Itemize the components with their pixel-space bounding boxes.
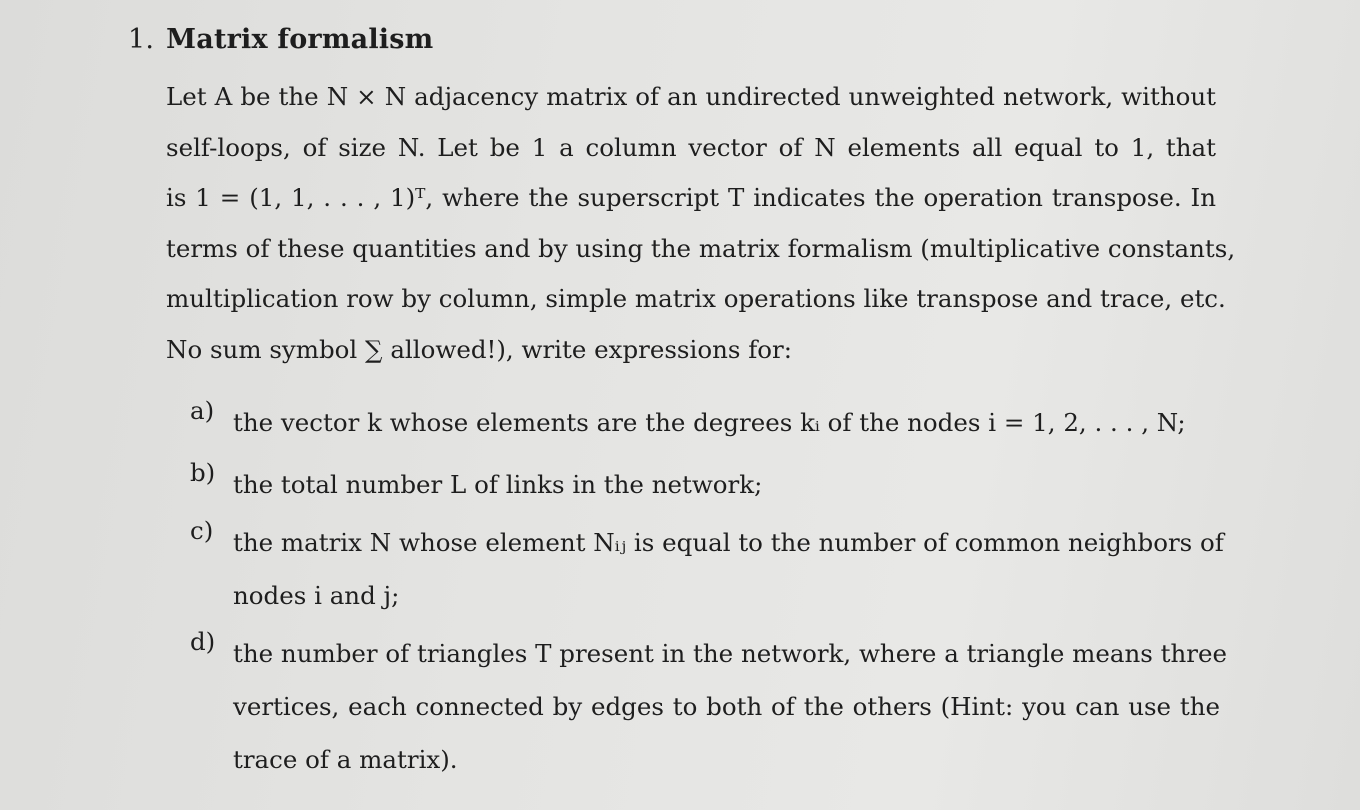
section-title: Matrix formalism	[166, 24, 434, 55]
list-item-label: d)	[190, 627, 216, 656]
list-item-text	[233, 458, 1220, 511]
list-item-line: the vector k whose elements are the degrees kᵢ of the nodes i = 1, 2, . . . , N;	[233, 408, 1186, 437]
list-item-text	[233, 396, 1220, 449]
section-number: 1.	[128, 24, 155, 55]
paragraph-line: multiplication row by column, simple matrix operations like transpose and trace, etc.	[166, 284, 1226, 313]
list-item-line: the matrix N whose element Nᵢⱼ is equal to the number of common neighbors of	[233, 528, 1224, 557]
paragraph-line: is 1 = (1, 1, . . . , 1)ᵀ, where the superscript T indicates the operation transpose. In	[166, 183, 1216, 212]
list-item-text	[233, 516, 1224, 622]
list-item-line: the total number L of links in the network;	[233, 470, 763, 499]
paragraph-line: terms of these quantities and by using the matrix formalism (multiplicative constants,	[166, 233, 1236, 263]
paragraph-line: self-loops, of size N. Let be 1 a column vector of N elements all equal to 1, that	[166, 132, 1216, 162]
intro-paragraph	[166, 72, 1236, 375]
list-item-label: c)	[190, 516, 214, 545]
section-heading	[128, 24, 433, 55]
list-item-text	[233, 627, 1227, 786]
list-item-line: vertices, each connected by edges to both of the others (Hint: you can use the	[233, 692, 1220, 721]
list-item-line: trace of a matrix).	[233, 745, 458, 774]
list-item-line: the number of triangles T present in the network, where a triangle means three	[233, 639, 1227, 668]
paragraph-line: No sum symbol ∑ allowed!), write expressions for:	[166, 334, 793, 364]
list-item-label: b)	[190, 458, 216, 487]
list-item-line: nodes i and j;	[233, 581, 400, 610]
paragraph-line: Let A be the N × N adjacency matrix of an undirected unweighted network, without	[166, 82, 1216, 111]
list-item-label: a)	[190, 396, 215, 425]
